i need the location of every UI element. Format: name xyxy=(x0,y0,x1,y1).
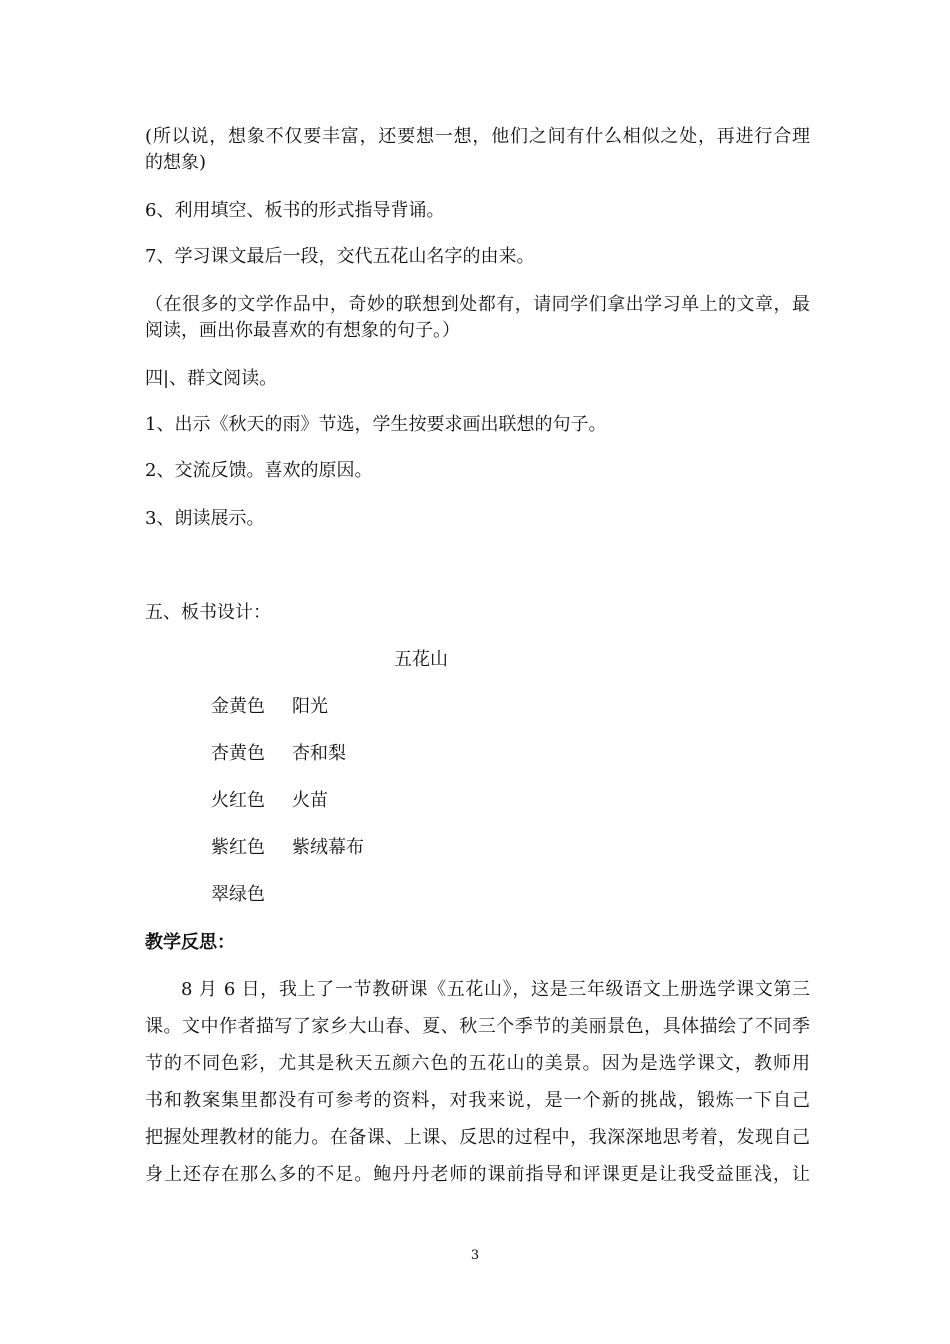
step-6: 6、利用填空、板书的形式指导背诵。 xyxy=(145,200,445,221)
section-5-heading: 五、板书设计： xyxy=(145,602,271,623)
board-color: 金黄色 xyxy=(211,696,265,717)
reflection-heading: 教学反思： xyxy=(145,932,235,953)
board-color: 火红色 xyxy=(211,790,265,811)
section-4-heading: 四|、群文阅读。 xyxy=(145,368,278,389)
paragraph-tip-line-1: （在很多的文学作品中，奇妙的联想到处都有，请同学们拿出学习单上的文章，最 xyxy=(145,294,810,315)
paragraph-note-line-2: 的想象) xyxy=(145,152,207,173)
section-4-item: 2、交流反馈。喜欢的原因。 xyxy=(145,460,373,481)
paragraph-tip-line-2: 阅读，画出你最喜欢的有想象的句子。） xyxy=(145,320,460,341)
paragraph-note-line-1: (所以说，想象不仅要丰富，还要想一想，他们之间有什么相似之处，再进行合理 xyxy=(145,126,810,147)
board-thing: 杏和梨 xyxy=(292,743,346,764)
reflection-line: 8 月 6 日，我上了一节教研课《五花山》，这是三年级语文上册选学课文第三 xyxy=(181,979,810,1000)
board-thing: 紫绒幕布 xyxy=(292,837,364,858)
board-thing: 阳光 xyxy=(292,696,328,717)
reflection-line: 书和教案集里都没有可参考的资料，对我来说，是一个新的挑战，锻炼一下自己 xyxy=(145,1090,810,1111)
board-thing: 火苗 xyxy=(292,790,328,811)
reflection-line: 节的不同色彩，尤其是秋天五颜六色的五花山的美景。因为是选学课文，教师用 xyxy=(145,1053,810,1074)
board-title: 五花山 xyxy=(394,649,448,670)
board-color: 紫红色 xyxy=(211,837,265,858)
board-color: 翠绿色 xyxy=(211,884,265,905)
reflection-line: 身上还存在那么多的不足。鲍丹丹老师的课前指导和评课更是让我受益匪浅，让 xyxy=(145,1164,810,1185)
section-4-item: 1、出示《秋天的雨》节选，学生按要求画出联想的句子。 xyxy=(145,414,607,435)
step-7: 7、学习课文最后一段，交代五花山名字的由来。 xyxy=(145,246,535,267)
reflection-line: 把握处理教材的能力。在备课、上课、反思的过程中，我深深地思考着，发现自己 xyxy=(145,1127,810,1148)
reflection-line: 课。文中作者描写了家乡大山春、夏、秋三个季节的美丽景色，具体描绘了不同季 xyxy=(145,1016,810,1037)
board-color: 杏黄色 xyxy=(211,743,265,764)
page-number: 3 xyxy=(470,1248,480,1263)
section-4-item: 3、朗读展示。 xyxy=(145,508,265,529)
